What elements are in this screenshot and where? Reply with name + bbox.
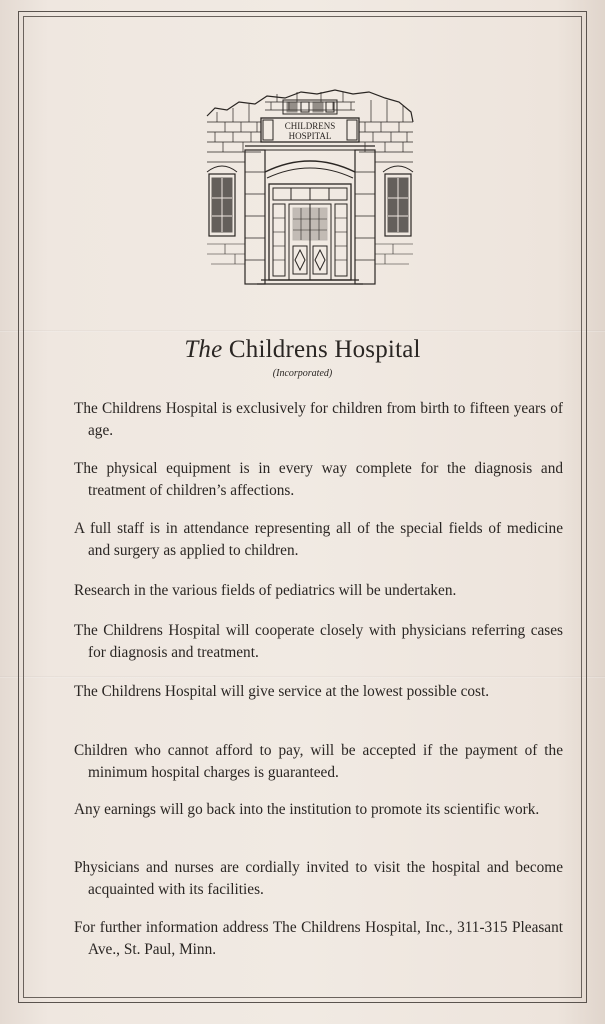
paragraph-7: Children who cannot afford to pay, will be accepted if the payment of the minimum hospital charges is guaranteed. xyxy=(74,742,563,781)
paragraph-8: Any earnings will go back into the institution to promote its scientific work. xyxy=(74,801,540,818)
title-main: Childrens Hospital xyxy=(228,336,421,363)
sign-text-line2: HOSPITAL xyxy=(288,131,332,141)
paragraph-2: The physical equipment is in every way complete for the diagnosis and treatment of children’s affections. xyxy=(74,460,563,499)
sign-text-line1: CHILDRENS xyxy=(284,121,336,131)
hospital-entrance-illustration xyxy=(205,88,415,286)
paragraph-5: The Childrens Hospital will cooperate closely with physicians referring cases for diagnosis and treatment. xyxy=(74,622,563,661)
title-prefix: The xyxy=(184,336,223,363)
paragraph-10: For further information address The Childrens Hospital, Inc., 311-315 Pleasant Ave., St. Paul, Minn. xyxy=(74,919,563,958)
paragraph-1: The Childrens Hospital is exclusively for children from birth to fifteen years of age. xyxy=(74,400,563,439)
paragraph-3: A full staff is in attendance representing all of the special fields of medicine and surgery as applied to children. xyxy=(74,520,563,559)
paragraph-6: The Childrens Hospital will give service at the lowest possible cost. xyxy=(74,683,490,700)
page-subtitle: (Incorporated) xyxy=(272,368,333,379)
page-title xyxy=(0,336,605,364)
paragraph-9: Physicians and nurses are cordially invited to visit the hospital and become acquainted with its facilities. xyxy=(74,859,563,898)
paragraph-4: Research in the various fields of pediatrics will be undertaken. xyxy=(74,582,457,599)
